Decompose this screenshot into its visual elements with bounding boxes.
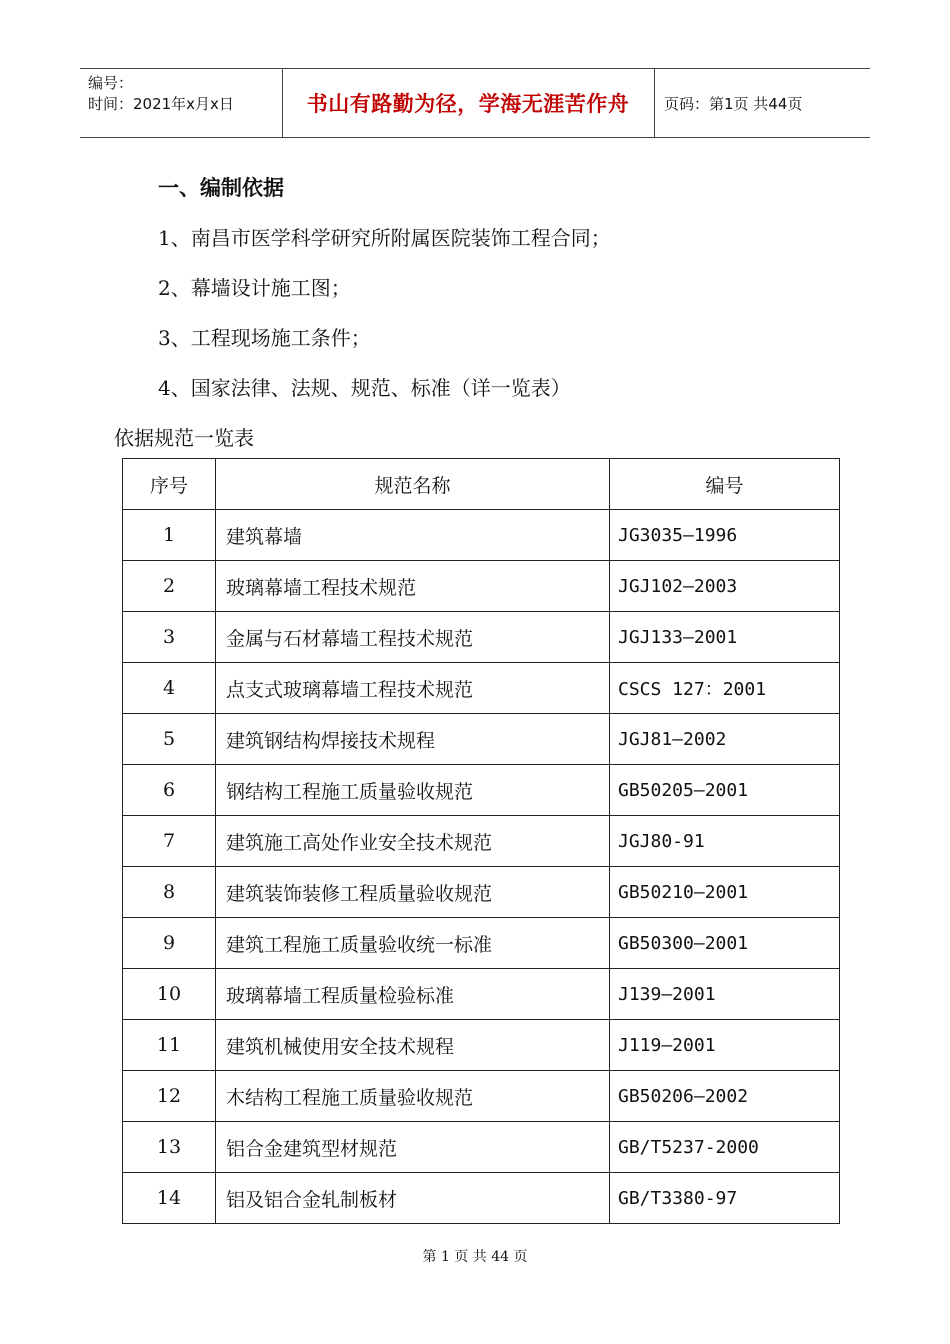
cell-name: 金属与石材幕墙工程技术规范 bbox=[216, 612, 610, 663]
cell-no: 10 bbox=[123, 969, 216, 1020]
table-row bbox=[123, 510, 840, 561]
cell-name: 建筑幕墙 bbox=[216, 510, 610, 561]
cell-name: 木结构工程施工质量验收规范 bbox=[216, 1071, 610, 1122]
spec-table bbox=[122, 458, 840, 1224]
table-row bbox=[123, 663, 840, 714]
cell-code: JGJ133—2001 bbox=[610, 612, 840, 663]
cell-name: 铝合金建筑型材规范 bbox=[216, 1122, 610, 1173]
cell-name: 建筑工程施工质量验收统一标准 bbox=[216, 918, 610, 969]
page-header bbox=[80, 68, 870, 138]
cell-code: GB/T3380-97 bbox=[610, 1173, 840, 1224]
cell-name: 建筑施工高处作业安全技术规范 bbox=[216, 816, 610, 867]
table-row bbox=[123, 918, 840, 969]
cell-code: GB50205—2001 bbox=[610, 765, 840, 816]
document-time: 时间：2021年x月x日 bbox=[88, 95, 234, 113]
cell-code: J139—2001 bbox=[610, 969, 840, 1020]
cell-no: 11 bbox=[123, 1020, 216, 1071]
header-cell-no: 序号 bbox=[123, 459, 216, 510]
cell-name: 玻璃幕墙工程技术规范 bbox=[216, 561, 610, 612]
cell-code: GB/T5237-2000 bbox=[610, 1122, 840, 1173]
table-header-row bbox=[123, 459, 840, 510]
cell-code: GB50206—2002 bbox=[610, 1071, 840, 1122]
cell-no: 12 bbox=[123, 1071, 216, 1122]
cell-no: 3 bbox=[123, 612, 216, 663]
cell-no: 6 bbox=[123, 765, 216, 816]
cell-code: J119—2001 bbox=[610, 1020, 840, 1071]
cell-no: 7 bbox=[123, 816, 216, 867]
cell-code: CSCS 127：2001 bbox=[610, 663, 840, 714]
cell-code: JGJ102—2003 bbox=[610, 561, 840, 612]
cell-no: 2 bbox=[123, 561, 216, 612]
table-row bbox=[123, 816, 840, 867]
cell-name: 点支式玻璃幕墙工程技术规范 bbox=[216, 663, 610, 714]
table-row bbox=[123, 1173, 840, 1224]
table-row bbox=[123, 1071, 840, 1122]
basis-item: 3、工程现场施工条件； bbox=[158, 326, 371, 350]
cell-name: 铝及铝合金轧制板材 bbox=[216, 1173, 610, 1224]
cell-code: GB50210—2001 bbox=[610, 867, 840, 918]
table-row bbox=[123, 612, 840, 663]
basis-item: 4、国家法律、法规、规范、标准（详一览表） bbox=[158, 376, 571, 400]
document-number: 编号： bbox=[88, 74, 134, 92]
cell-no: 14 bbox=[123, 1173, 216, 1224]
table-row bbox=[123, 1020, 840, 1071]
cell-code: GB50300—2001 bbox=[610, 918, 840, 969]
cell-code: JGJ80-91 bbox=[610, 816, 840, 867]
cell-name: 建筑装饰装修工程质量验收规范 bbox=[216, 867, 610, 918]
cell-code: JG3035—1996 bbox=[610, 510, 840, 561]
table-row bbox=[123, 561, 840, 612]
section-title: 一、编制依据 bbox=[158, 176, 284, 200]
cell-no: 1 bbox=[123, 510, 216, 561]
header-motto: 书山有路勤为径，学海无涯苦作舟 bbox=[306, 92, 630, 116]
basis-item: 1、南昌市医学科学研究所附属医院装饰工程合同； bbox=[158, 226, 611, 250]
cell-no: 9 bbox=[123, 918, 216, 969]
cell-no: 4 bbox=[123, 663, 216, 714]
table-row bbox=[123, 867, 840, 918]
cell-no: 13 bbox=[123, 1122, 216, 1173]
basis-item: 2、幕墙设计施工图； bbox=[158, 276, 351, 300]
header-cell-name: 规范名称 bbox=[216, 459, 610, 510]
cell-name: 建筑机械使用安全技术规程 bbox=[216, 1020, 610, 1071]
header-cell-code: 编号 bbox=[610, 459, 840, 510]
table-row bbox=[123, 1122, 840, 1173]
cell-name: 玻璃幕墙工程质量检验标准 bbox=[216, 969, 610, 1020]
table-row bbox=[123, 765, 840, 816]
table-caption: 依据规范一览表 bbox=[114, 426, 254, 450]
cell-code: JGJ81—2002 bbox=[610, 714, 840, 765]
header-page-info: 页码：第1页 共44页 bbox=[664, 94, 803, 113]
page-footer: 第 1 页 共 44 页 bbox=[422, 1249, 528, 1265]
table-row bbox=[123, 969, 840, 1020]
table-row bbox=[123, 714, 840, 765]
cell-name: 钢结构工程施工质量验收规范 bbox=[216, 765, 610, 816]
header-divider bbox=[654, 69, 655, 137]
cell-name: 建筑钢结构焊接技术规程 bbox=[216, 714, 610, 765]
header-meta bbox=[88, 73, 234, 115]
cell-no: 8 bbox=[123, 867, 216, 918]
cell-no: 5 bbox=[123, 714, 216, 765]
